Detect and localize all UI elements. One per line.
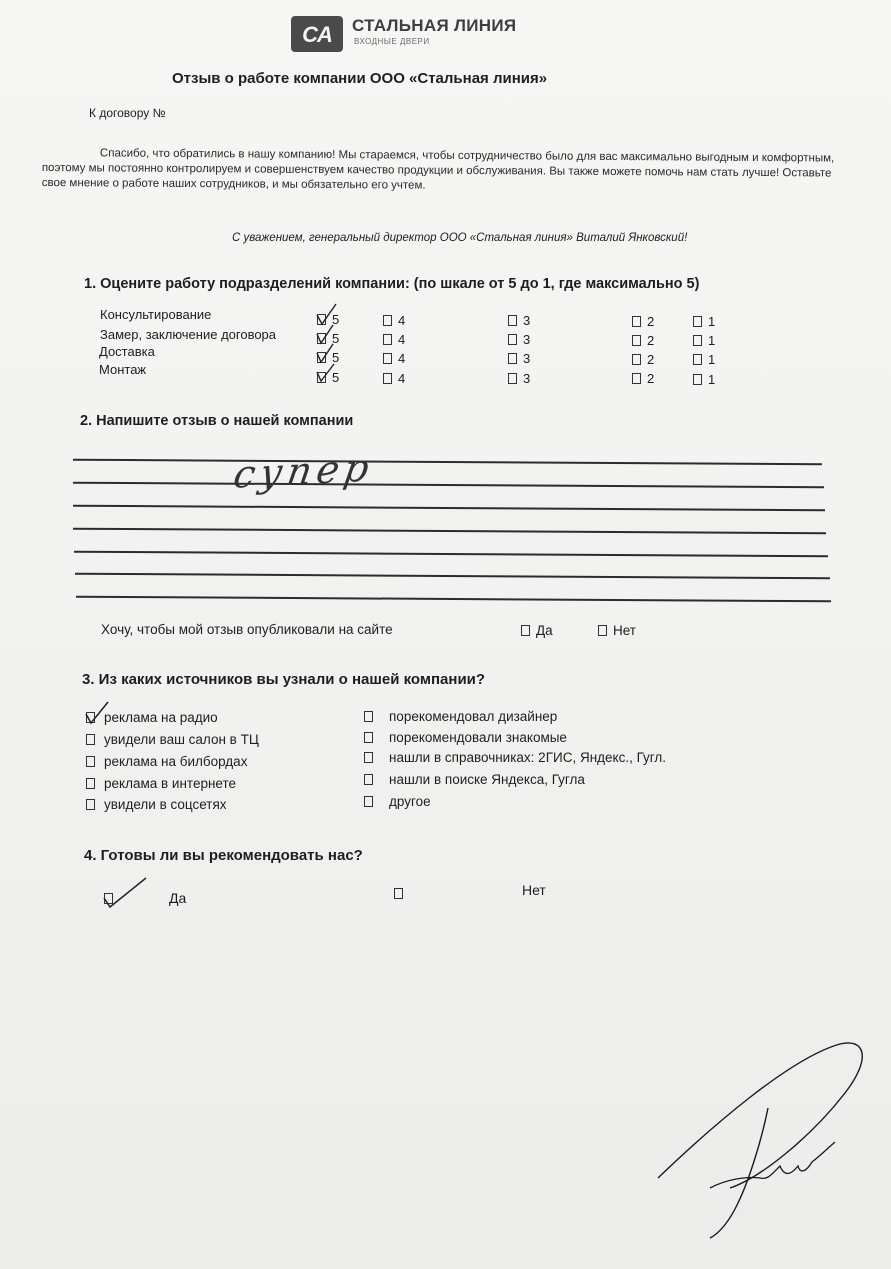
checkbox[interactable] [86, 756, 95, 767]
rating-option-4[interactable]: 4 [383, 351, 405, 366]
recommend-yes-option[interactable]: Да [104, 890, 186, 906]
checkbox[interactable] [508, 315, 517, 326]
rating-option-3[interactable]: 3 [508, 332, 530, 347]
rating-option-1[interactable]: 1 [693, 333, 715, 348]
company-logo [291, 16, 343, 52]
writing-line [76, 596, 831, 602]
writing-line [73, 482, 824, 488]
rating-option-5[interactable]: 5 [317, 370, 339, 385]
checkbox[interactable] [364, 752, 373, 763]
publish-yes-option[interactable]: Да [521, 623, 553, 638]
rating-option-3[interactable]: 3 [508, 371, 530, 386]
checkbox[interactable] [383, 315, 392, 326]
checkbox[interactable] [693, 316, 702, 327]
writing-line [73, 459, 822, 465]
checkbox[interactable] [364, 711, 373, 722]
handwritten-check-mark [80, 698, 112, 728]
q2-heading: 2. Напишите отзыв о нашей компании [80, 413, 354, 429]
q1-row-label: Монтаж [99, 362, 147, 377]
q3-heading: 3. Из каких источников вы узнали о нашей компании? [82, 671, 486, 688]
checkbox[interactable] [632, 373, 641, 384]
director-sign-off: С уважением, генеральный директор ООО «Стальная линия» Виталий Янковский! [232, 232, 688, 244]
brand-tagline: ВХОДНЫЕ ДВЕРИ [354, 37, 430, 46]
source-option[interactable]: порекомендовали знакомые [364, 730, 567, 745]
source-option[interactable]: увидели в соцсетях [86, 797, 227, 812]
rating-option-4[interactable]: 4 [383, 313, 405, 328]
recommend-no-checkbox[interactable] [394, 886, 409, 901]
checkbox[interactable] [383, 353, 392, 364]
checkbox[interactable] [632, 354, 641, 365]
brand-name: СТАЛЬНАЯ ЛИНИЯ [352, 16, 517, 35]
checkbox[interactable] [364, 774, 373, 785]
rating-option-4[interactable]: 4 [383, 371, 405, 386]
rating-option-1[interactable]: 1 [693, 352, 715, 367]
handwritten-check-marks [312, 300, 342, 390]
checkbox[interactable] [521, 625, 530, 636]
checkbox[interactable] [364, 732, 373, 743]
source-option[interactable]: реклама на радио [86, 710, 218, 725]
checkbox[interactable] [508, 334, 517, 345]
source-option[interactable]: порекомендовал дизайнер [364, 709, 557, 724]
source-option[interactable]: нашли в справочниках: 2ГИС, Яндекс., Гугл. [364, 750, 666, 765]
rating-option-3[interactable]: 3 [508, 313, 530, 328]
checkbox[interactable] [508, 373, 517, 384]
writing-line [75, 573, 830, 579]
checkbox[interactable] [86, 734, 95, 745]
contract-number-label: К договору № [89, 106, 166, 120]
writing-line [73, 528, 826, 534]
checkbox[interactable] [693, 374, 702, 385]
rating-option-1[interactable]: 1 [693, 372, 715, 387]
rating-option-2[interactable]: 2 [632, 352, 654, 367]
rating-option-5[interactable]: 5 [317, 331, 339, 346]
handwritten-review: супер [230, 445, 378, 497]
q1-row-label: Доставка [99, 344, 155, 359]
source-option[interactable]: другое [364, 794, 431, 809]
source-option[interactable]: реклама на билбордах [86, 754, 247, 769]
source-option[interactable]: увидели ваш салон в ТЦ [86, 732, 259, 747]
checkbox[interactable] [693, 335, 702, 346]
handwritten-signature [650, 1038, 875, 1243]
rating-option-5[interactable]: 5 [317, 350, 339, 365]
checkbox[interactable] [598, 625, 607, 636]
rating-option-5[interactable]: 5 [317, 312, 339, 327]
writing-line [73, 505, 825, 511]
publish-no-option[interactable]: Нет [598, 623, 636, 638]
rating-option-1[interactable]: 1 [693, 314, 715, 329]
intro-text: Спасибо, что обратились в нашу компанию! Мы стараемся, чтобы сотрудничество было для вас максимально выгодным и комфортным, поэтому мы постоянно контролируем и совершенствуем качество продукции и обслуживания. Вы также можете помочь нам стать лучше! Оставьте свое мнение о работе наших сотрудников, и мы обязательно его учтем. [41, 147, 835, 192]
recommend-no-label: Нет [522, 882, 546, 898]
q1-row-label: Консультирование [100, 307, 212, 322]
checkbox[interactable] [632, 316, 641, 327]
checkbox[interactable] [364, 796, 373, 807]
logo-mark: CA [302, 22, 332, 47]
checkbox[interactable] [394, 888, 403, 899]
checkbox[interactable] [86, 778, 95, 789]
q4-heading: 4. Готовы ли вы рекомендовать нас? [84, 847, 363, 864]
publish-question: Хочу, чтобы мой отзыв опубликовали на сайте [101, 622, 393, 637]
checkbox[interactable] [86, 799, 95, 810]
rating-option-3[interactable]: 3 [508, 351, 530, 366]
checkbox[interactable] [383, 373, 392, 384]
writing-line [74, 551, 828, 557]
rating-option-4[interactable]: 4 [383, 332, 405, 347]
q1-heading: 1. Оцените работу подразделений компании: (по шкале от 5 до 1, где максимально 5) [84, 276, 700, 292]
source-option[interactable]: нашли в поиске Яндекса, Гугла [364, 772, 585, 787]
intro-paragraph [42, 146, 852, 197]
checkbox[interactable] [383, 334, 392, 345]
checkbox[interactable] [693, 354, 702, 365]
checkbox[interactable] [508, 353, 517, 364]
handwritten-check-mark [98, 876, 150, 910]
rating-option-2[interactable]: 2 [632, 333, 654, 348]
q1-row-label: Замер, заключение договора [100, 327, 277, 342]
source-option[interactable]: реклама в интернете [86, 776, 236, 791]
rating-option-2[interactable]: 2 [632, 371, 654, 386]
form-title: Отзыв о работе компании ООО «Стальная линия» [172, 70, 548, 87]
rating-option-2[interactable]: 2 [632, 314, 654, 329]
checkbox[interactable] [632, 335, 641, 346]
